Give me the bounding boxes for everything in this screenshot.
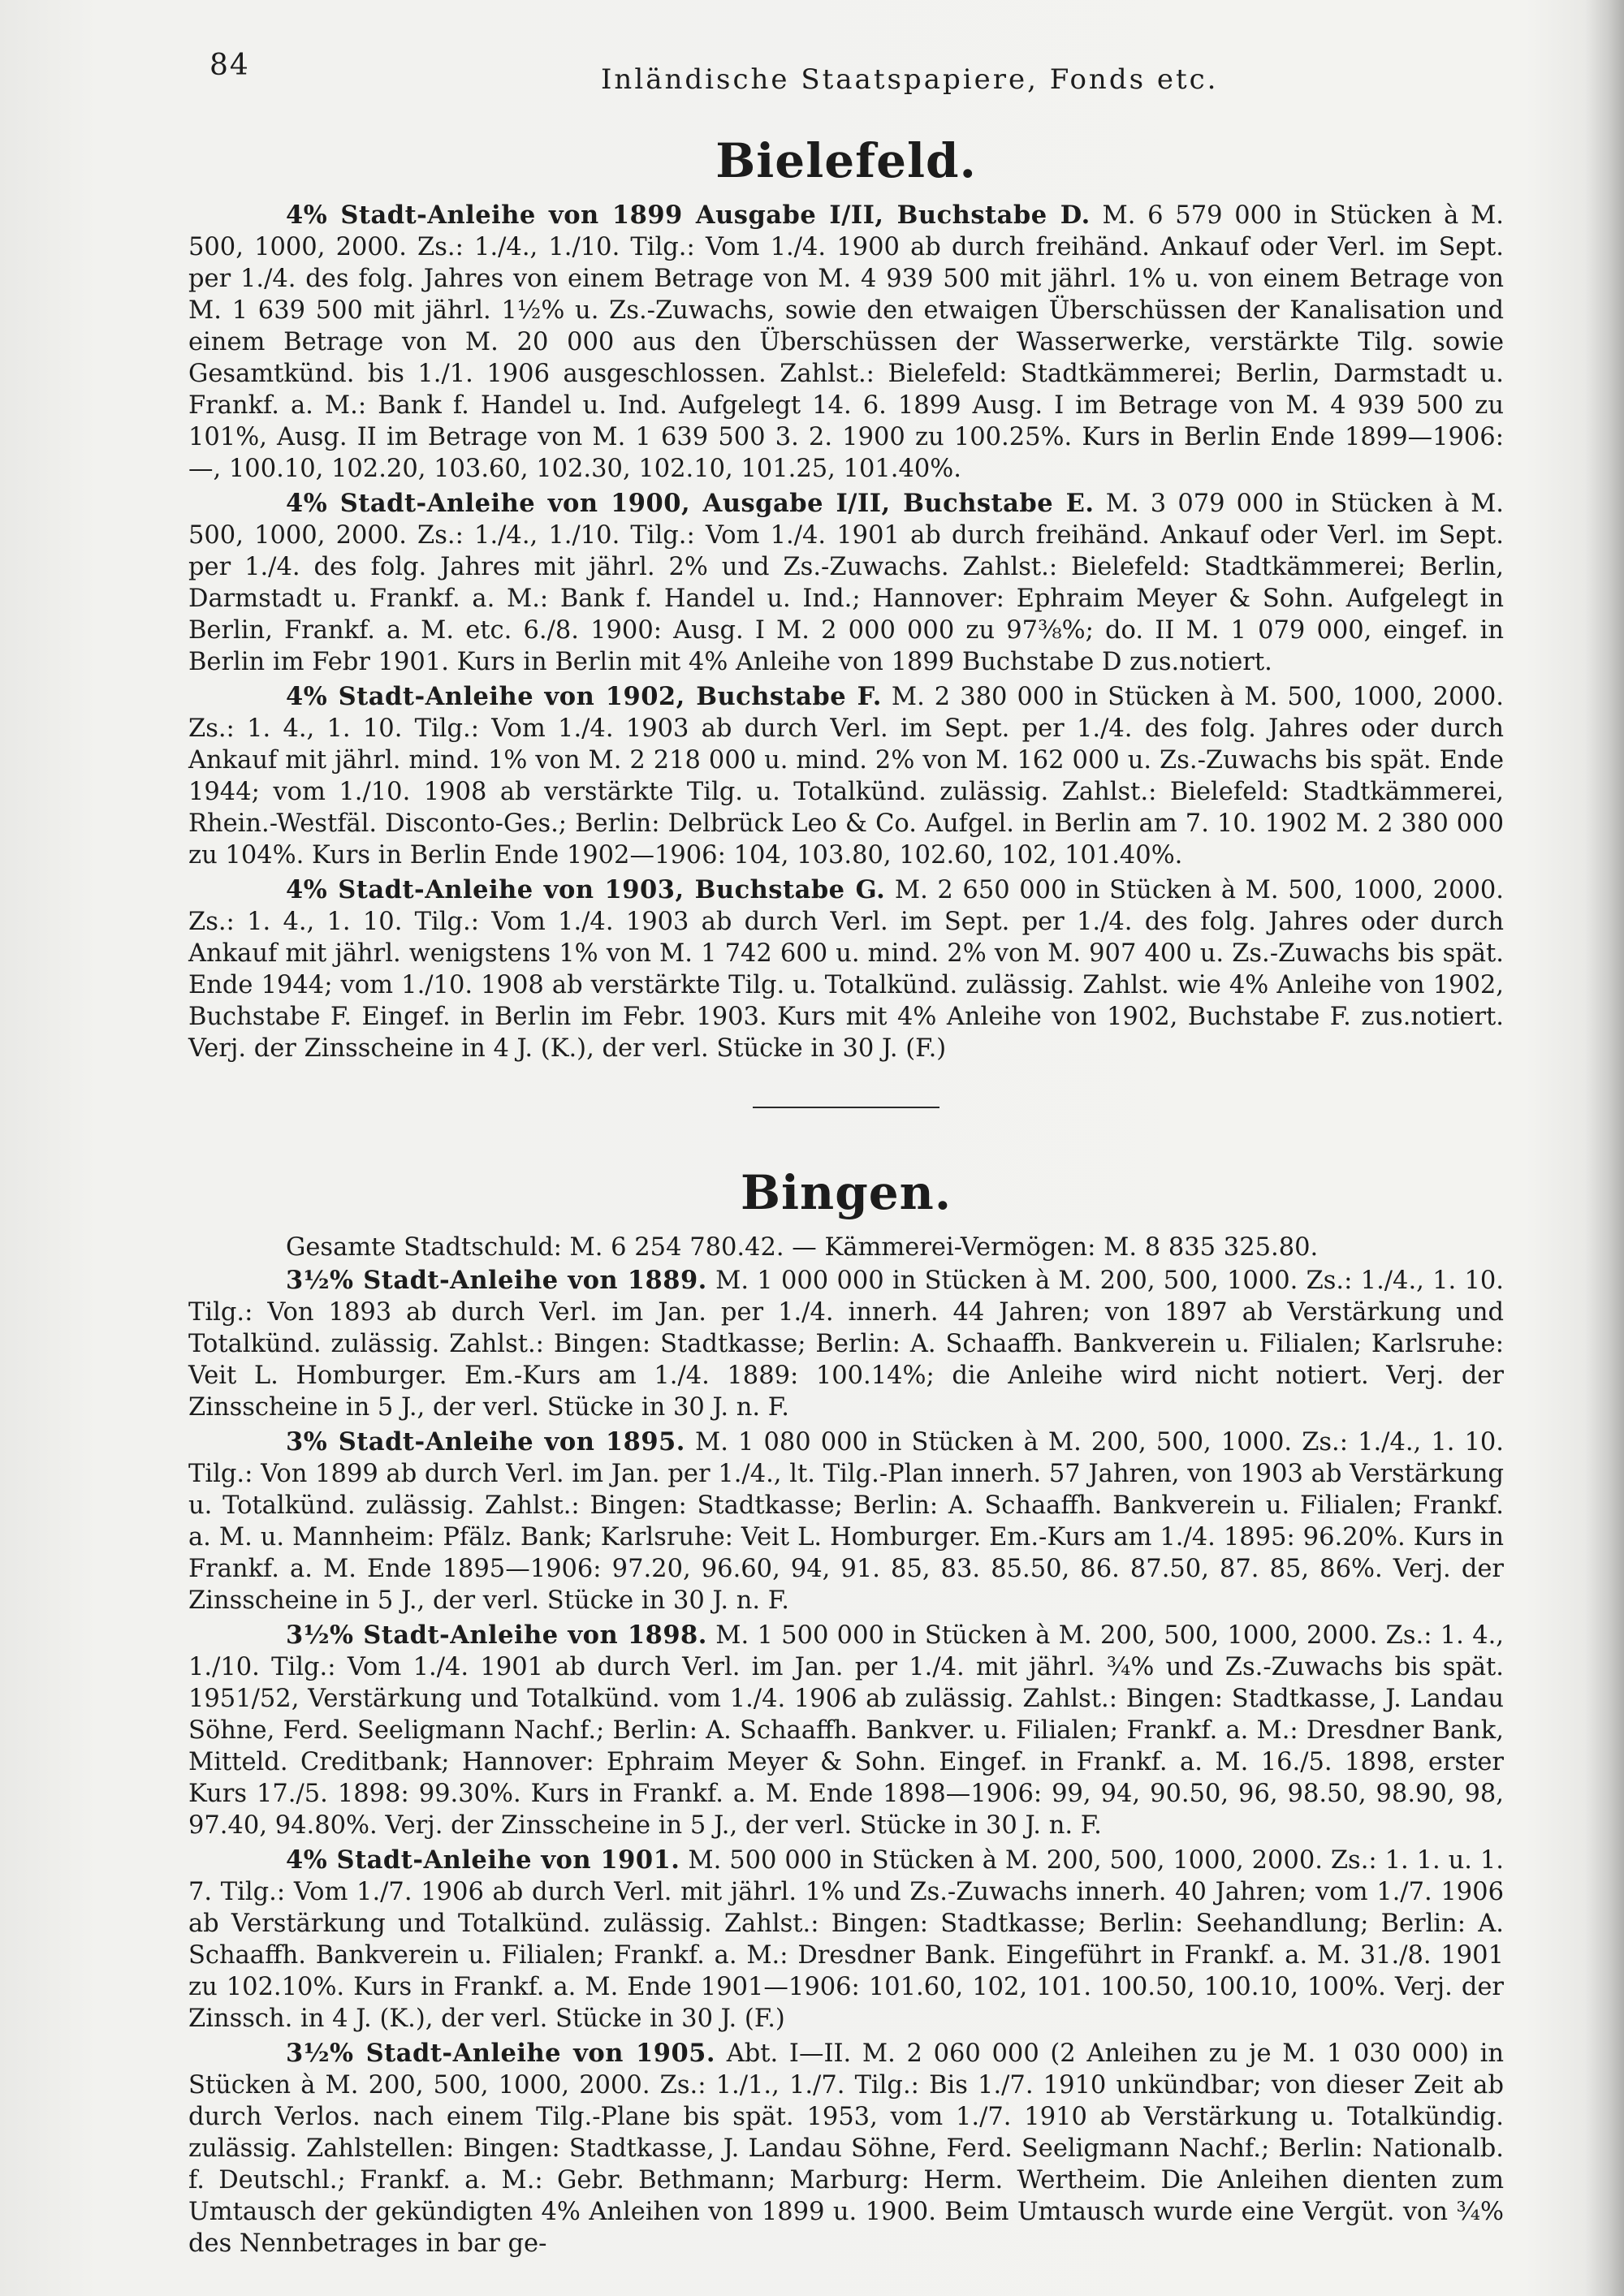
section-divider — [753, 1107, 939, 1108]
section-title-bielefeld: Bielefeld. — [715, 133, 977, 188]
loan-heading: 4% Stadt-Anleihe von 1899 Ausgabe I/II, Buchstabe D. — [286, 201, 1091, 230]
loan-entry — [188, 1265, 1504, 1423]
loan-heading: 3½% Stadt-Anleihe von 1905. — [286, 2039, 716, 2068]
loan-text: M. 2 380 000 in Stücken à M. 500, 1000, 2000. Zs.: 1. 4., 1. 10. Tilg.: Vom 1./4. 1903 ab durch Verl. im Sept. per 1./4. des folg. Jahres oder durch Ankauf mit jährl. mind. 1% von M. 2 218 000 u. mind. 2% von M. 162 000 u. Zs.-Zuwachs bis spät. Ende 1944; vom 1./10. 1908 ab verstärkte Tilg. u. Totalkünd. zulässig. Zahlst.: Bielefeld: Stadtkämmerei, Rhein.-Westfäl. Disconto-Ges.; Berlin: Delbrück Leo & Co. Aufgel. in Berlin am 7. 10. 1902 M. 2 380 000 zu 104%. Kurs in Berlin Ende 1902—1906: 104, 103.80, 102.60, 102, 101.40%. — [188, 683, 1504, 870]
loan-text: M. 1 500 000 in Stücken à M. 200, 500, 1000, 2000. Zs.: 1. 4., 1./10. Tilg.: Vom 1./4. 1901 ab durch Verl. im Jan. per 1./4. mit jährl. ¾% und Zs.-Zuwachs bis spät. 1951/52, Verstärkung und Totalkünd. vom 1./4. 1906 ab zulässig. Zahlst.: Bingen: Stadtkasse, J. Landau Söhne, Ferd. Seeligmann Nachf.; Berlin: A. Schaaffh. Bankver. u. Filialen; Frankf. a. M.: Dresdner Bank, Mitteld. Creditbank; Hannover: Ephraim Meyer & Sohn. Eingef. in Frankf. a. M. 16./5. 1898, erster Kurs 17./5. 1898: 99.30%. Kurs in Frankf. a. M. Ende 1898—1906: 99, 94, 90.50, 96, 98.50, 98.90, 98, 97.40, 94.80%. Verj. der Zinsscheine in 5 J., der verl. Stücke in 30 J. n. F. — [188, 1621, 1504, 1840]
loan-entry — [188, 2038, 1504, 2259]
loan-entry — [188, 488, 1504, 678]
loan-text: M. 6 579 000 in Stücken à M. 500, 1000, 2000. Zs.: 1./4., 1./10. Tilg.: Vom 1./4. 1900 ab durch freihänd. Ankauf oder Verl. im Sept. per 1./4. des folg. Jahres von einem Betrage von M. 4 939 500 mit jährl. 1% u. von einem Betrage von M. 1 639 500 mit jährl. 1½% u. Zs.-Zuwachs, sowie den etwaigen Überschüssen der Kanalisation und einem Betrage von M. 20 000 aus den Überschüssen der Wasserwerke, verstärkte Tilg. sowie Gesamtkünd. bis 1./1. 1906 ausgeschlossen. Zahlst.: Bielefeld: Stadtkämmerei; Berlin, Darmstadt u. Frankf. a. M.: Bank f. Handel u. Ind. Aufgelegt 14. 6. 1899 Ausg. I im Betrage von M. 4 939 500 zu 101%, Ausg. II im Betrage von M. 1 639 500 3. 2. 1900 zu 100.25%. Kurs in Berlin Ende 1899—1906: —, 100.10, 102.20, 103.60, 102.30, 102.10, 101.25, 101.40%. — [188, 201, 1504, 483]
loan-entry — [188, 1845, 1504, 2035]
loan-entry — [188, 200, 1504, 485]
loan-heading: 4% Stadt-Anleihe von 1903, Buchstabe G. — [286, 875, 886, 904]
loan-entry — [188, 1620, 1504, 1841]
running-title: Inländische Staatspapiere, Fonds etc. — [601, 63, 1219, 96]
loan-heading: 4% Stadt-Anleihe von 1902, Buchstabe F. — [286, 682, 882, 711]
loan-text: M. 1 080 000 in Stücken à M. 200, 500, 1000. Zs.: 1./4., 1. 10. Tilg.: Von 1899 ab durch Verl. im Jan. per 1./4., lt. Tilg.-Plan innerh. 57 Jahren, von 1903 ab Verstärkung u. Totalkünd. zulässig. Zahlst.: Bingen: Stadtkasse; Berlin: A. Schaaffh. Bankverein u. Filialen; Frankf. a. M. u. Mannheim: Pfälz. Bank; Karlsruhe: Veit L. Homburger. Em.-Kurs am 1./4. 1895: 96.20%. Kurs in Frankf. a. M. Ende 1895—1906: 97.20, 96.60, 94, 91. 85, 83. 85.50, 86. 87.50, 87. 85, 86%. Verj. der Zinsscheine in 5 J., der verl. Stücke in 30 J. n. F. — [188, 1428, 1504, 1615]
loan-text: M. 1 000 000 in Stücken à M. 200, 500, 1000. Zs.: 1./4., 1. 10. Tilg.: Von 1893 ab durch Verl. im Jan. per 1./4. innerh. 44 Jahren; von 1897 ab Verstärkung und Totalkünd. zulässig. Zahlst.: Bingen: Stadtkasse; Berlin: A. Schaaffh. Bankverein u. Filialen; Karlsruhe: Veit L. Homburger. Em.-Kurs am 1./4. 1889: 100.14%; die Anleihe wird nicht notiert. Verj. der Zinsscheine in 5 J., der verl. Stücke in 30 J. n. F. — [188, 1267, 1504, 1422]
page-edge-shadow — [1585, 0, 1624, 2296]
loan-heading: 4% Stadt-Anleihe von 1900, Ausgabe I/II, Buchstabe E. — [286, 489, 1095, 518]
loan-text: M. 500 000 in Stücken à M. 200, 500, 1000, 2000. Zs.: 1. 1. u. 1. 7. Tilg.: Vom 1./7. 1906 ab durch Verl. mit jährl. 1% und Zs.-Zuwachs innerh. 40 Jahren; vom 1./7. 1906 ab Verstärkung und Totalkünd. zulässig. Zahlst.: Bingen: Stadtkasse; Berlin: Seehandlung; Berlin: A. Schaaffh. Bankverein u. Filialen; Frankf. a. M.: Dresdner Bank. Eingeführt in Frankf. a. M. 31./8. 1901 zu 102.10%. Kurs in Frankf. a. M. Ende 1901—1906: 101.60, 102, 101. 100.50, 100.10, 100%. Verj. der Zinssch. in 4 J. (K.), der verl. Stücke in 30 J. (F.) — [188, 1846, 1504, 2033]
section-title-bingen: Bingen. — [740, 1165, 952, 1220]
loan-entry — [188, 874, 1504, 1064]
loan-heading: 3% Stadt-Anleihe von 1895. — [286, 1427, 685, 1457]
loan-text: M. 3 079 000 in Stücken à M. 500, 1000, 2000. Zs.: 1./4., 1./10. Tilg.: Vom 1./4. 1901 ab durch freihänd. Ankauf oder Verl. im Sept. per 1./4. des folg. Jahres mit jährl. 2% und Zs.-Zuwachs. Zahlst.: Bielefeld: Stadtkämmerei; Berlin, Darmstadt u. Frankf. a. M.: Bank f. Handel u. Ind.; Hannover: Ephraim Meyer & Sohn. Aufgelegt in Berlin, Frankf. a. M. etc. 6./8. 1900: Ausg. I M. 2 000 000 zu 97⅜%; do. II M. 1 079 000, eingef. in Berlin im Febr 1901. Kurs in Berlin mit 4% Anleihe von 1899 Buchstabe D zus.notiert. — [188, 490, 1504, 676]
loan-heading: 3½% Stadt-Anleihe von 1889. — [286, 1266, 707, 1295]
loan-text: Abt. I—II. M. 2 060 000 (2 Anleihen zu je M. 1 030 000) in Stücken à M. 200, 500, 1000, 2000. Zs.: 1./1., 1./7. Tilg.: Bis 1./7. 1910 unkündbar; von dieser Zeit ab durch Verlos. nach einem Tilg.-Plane bis spät. 1953, vom 1./7. 1910 ab Verstärkung u. Totalkündig. zulässig. Zahlstellen: Bingen: Stadtkasse, J. Landau Söhne, Ferd. Seeligmann Nachf.; Berlin: Nationalb. f. Deutschl.; Frankf. a. M.: Gebr. Bethmann; Marburg: Herm. Wertheim. Die Anleihen dienten zum Umtausch der gekündigten 4% Anleihen von 1899 u. 1900. Beim Umtausch wurde eine Vergüt. von ¾% des Nennbetrages in bar ge- — [188, 2039, 1504, 2258]
page-number: 84 — [209, 49, 250, 82]
loan-heading: 3½% Stadt-Anleihe von 1898. — [286, 1621, 707, 1650]
loan-entry — [188, 681, 1504, 871]
loan-entry — [188, 1426, 1504, 1616]
loan-heading: 4% Stadt-Anleihe von 1901. — [286, 1845, 680, 1875]
page-content — [188, 122, 1504, 2263]
loan-text: M. 2 650 000 in Stücken à M. 500, 1000, 2000. Zs.: 1. 4., 1. 10. Tilg.: Vom 1./4. 1903 ab durch Verl. im Sept. per 1./4. des folg. Jahres oder durch Ankauf mit jährl. wenigstens 1% von M. 1 742 600 u. mind. 2% von M. 907 400 u. Zs.-Zuwachs bis spät. Ende 1944; vom 1./10. 1908 ab verstärkte Tilg. u. Totalkünd. zulässig. Zahlst. wie 4% Anleihe von 1902, Buchstabe F. Eingef. in Berlin im Febr. 1903. Kurs mit 4% Anleihe von 1902, Buchstabe F. zus.notiert. Verj. der Zinsscheine in 4 J. (K.), der verl. Stücke in 30 J. (F.) — [188, 876, 1504, 1063]
city-debt-summary: Gesamte Stadtschuld: M. 6 254 780.42. — Kämmerei-Vermögen: M. 8 835 325.80. — [286, 1233, 1319, 1262]
